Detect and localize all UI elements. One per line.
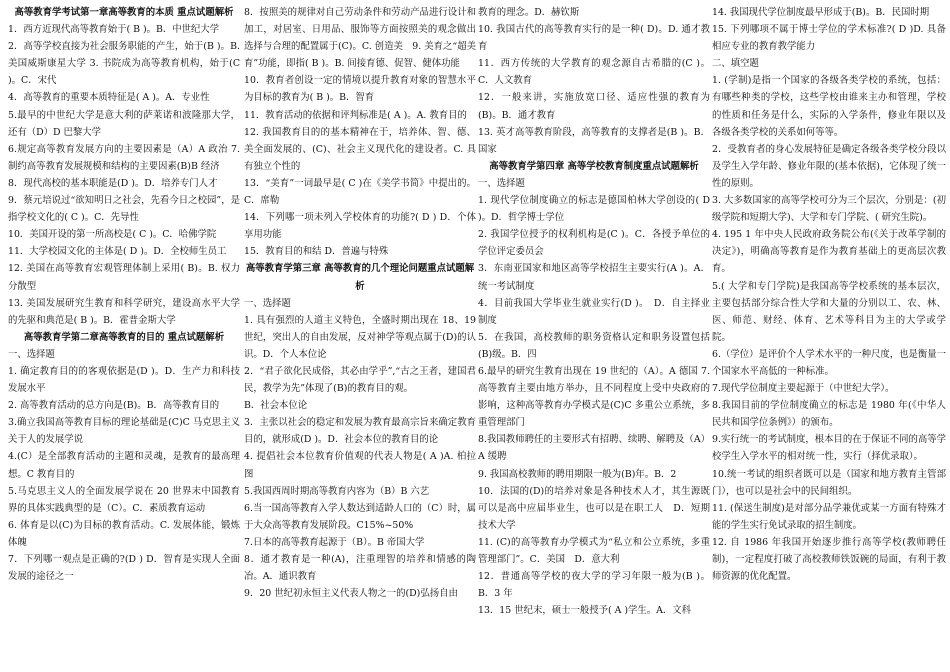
text-line: 6.（学位）是评价个人学术水平的一种尺度，也是衡量一个国家水平高低的一种标准。 — [712, 348, 946, 377]
text-line: 一、选择题 — [244, 297, 291, 309]
text-line: 9．20 世纪初永恒主义代表人物之一的(D)弘扬自由 — [244, 588, 458, 600]
text-line: 10．教育者创设一定的情境以提升教育对象的智慧水平为目标的教育为( B )。B．智育 — [244, 75, 476, 104]
text-line: 13．15 世纪末，硕士一般授予( A )学生。A．文科 — [478, 605, 692, 617]
text-line: 8．通才教育是一种(A)，注重理智的培养和情感的陶冶。A．通识教育 — [244, 554, 476, 583]
text-line: 5.我国西周时期高等教育内容为（B）B 六艺 — [244, 485, 430, 497]
text-line: 11. (C)的高等教育办学模式为“私立和公立系统，多重管理部门”。C．美国 D．意大利 — [478, 536, 710, 565]
text-line: 12. 美国在高等教育宏观管理体制上采用( B)。B. 权力分散型 — [8, 263, 240, 292]
text-line: 4. 提倡社会本位教育价值观的代表人物是( A )A. 柏拉图 — [244, 451, 476, 480]
text-column-1 — [8, 4, 240, 672]
text-line: 1．西方近现代高等教育始于( B )。B．中世纪大学 — [8, 24, 220, 36]
text-line: 一、选择题 — [478, 177, 525, 189]
text-line: B．社会本位论 — [244, 400, 308, 412]
text-line: 6. 体育是以(C)为目标的教育活动。C. 发展体能，锻炼体魄 — [8, 519, 240, 548]
text-line: 教育的理念。D．赫钦斯 — [478, 7, 580, 18]
text-line: 13. 英才高等教育阶段，高等教育的支撑者是(B )。B．国家 — [478, 126, 710, 155]
text-line: 11. (保送生制度)是对部分品学兼优或某一方面有特殊才能的学生实行免试录取的招生制度。 — [712, 502, 946, 531]
text-line: 一、选择题 — [8, 348, 55, 360]
text-line: 10．美国开设的第一所高校是( C )。C．哈佛学院 — [8, 229, 217, 241]
text-line: 12. 我国教育目的的基本精神在于，培养体、智、德、美全面发展的、(C)、社会主义现代化的建设者。C. 具有独立个性的 — [244, 126, 476, 172]
section-heading: 高等教育学考试第一章高等教育的本质 重点试题解析 — [14, 7, 234, 18]
text-line: 14．下列哪一项未列入学校体育的功能?( D ) D．个体享用功能 — [244, 212, 476, 241]
text-line: 4. 195 1 年中央人民政府政务院公布(《关于改革学制的决定》)，明确高等教育是作为教育基础上的更高层次教育。 — [712, 229, 946, 275]
text-line: 12．一般来讲，实施放宽口径、适应性强的教育为(B)。B．通才教育 — [478, 92, 710, 121]
text-line: 5.最早的中世纪大学是意大利的萨莱诺和波隆那大学，还有（D）D 巴黎大学 — [8, 109, 240, 138]
text-line: 2．受教育者的身心发展特征是确定各级各类学校分段以及学生入学年龄、修业年限的(基本依据)，它体现了统一性的原则。 — [712, 143, 946, 189]
text-line: 7.现代学位制度主要起源于（中世纪大学）。 — [712, 383, 895, 395]
text-line: 3. 大多数国家的高等学校可分为三个层次，分别是：(初级学院和短期大学)、大学和专门学院、( 研究生院)。 — [712, 195, 946, 224]
text-line: 1. 具有强烈的人道主义特色，全盛时期出现在 18、19 世纪，突出人的自由发展，反对神学等观点属于(D)的认识。D．个人本位论 — [244, 314, 476, 360]
text-line: 5.( 大学和专门学院)是我国高等学校系统的基本层次，主要包括部分综合性大学和大量的分别以工、农、林、医、师范、财经、体育、艺术等科目为主的大学或学院。 — [712, 280, 946, 343]
section-heading: 高等教育学第四章 高等学校教育制度重点试题解析 — [489, 160, 699, 172]
text-line: 5.马克思主义人的全面发展学说在 20 世界末中国教育界的具体实践典型的是（C）。C．素质教育运动 — [8, 485, 240, 514]
text-line: 8.我国目前的学位制度确立的标志是 1980 年(《中华人民共和国学位条例》）的颁布。 — [712, 400, 946, 429]
text-line: 2．高等学校直接为社会服务职能的产生，始于(B )。B. 美国威斯康星大学 3. 书院成为高等教育机构，始于(C )。C．宋代 — [8, 41, 240, 87]
text-line: 1. 现代学位制度确立的标志是德国柏林大学创设的( D )。D．哲学博士学位 — [478, 195, 710, 224]
text-line: 15. 下列哪项不属于博士学位的学术标准?( D )D. 具备相应专业的教育教学能力 — [712, 24, 946, 53]
text-line: 3.确立我国高等教育目标的理论基础是(C)C 马克思主义关于人的发展学说 — [8, 417, 240, 446]
text-line: 7．下列哪一观点是正确的?(D ) D．智育是实现人全面发展的途径之一 — [8, 554, 240, 583]
text-line: 4.(C）是全部教育活动的主题和灵魂，是教育的最高理想。C 教育目的 — [8, 451, 240, 480]
text-line: 1. 确定教育目的的客观依据是(D )。D．生产力和科技发展水平 — [8, 365, 240, 395]
text-line: 6.最早的研究生教育出现在 19 世纪的（A）。A 德国 7.高等教育主要由地方举办，且不同程度上受中央政府的影响，这种高等教育办学模式是(C)C 多重公立系统，多重管理部门 — [478, 365, 710, 429]
text-column-3 — [478, 4, 710, 672]
text-line: 7.日本的高等教育起源于（B）。B 帝国大学 — [244, 536, 425, 548]
text-line: 10.统一考试的组织者既可以是（国家和地方教育主管部门），也可以是社会中的民间组织。 — [712, 468, 946, 497]
text-line: 12．普通高等学校的夜大学的学习年限一般为(B )。B．3 年 — [478, 571, 710, 600]
text-line: 11．西方传统的大学教育的观念源自古希腊的(C )。C．人文教育 — [478, 58, 710, 87]
text-line: 6.当一国高等教育入学人数达到适龄人口的（C）时，属于大众高等教育发展阶段。C15%~50% — [244, 502, 476, 531]
text-line: 10．法国的(D)的培养对象是各种技术人才，其生源既可以是高中应届毕业生，也可以是在职工人 D．短期技术大学 — [478, 485, 710, 531]
text-column-4 — [712, 4, 946, 672]
text-line: 4．目前我国大学毕业生就业实行(D )。 D．自主择业制度 — [478, 297, 710, 326]
text-line: 12. 自 1986 年我国开始逐步推行高等学校(教师聘任制)，一定程度打破了高校教师铁饭碗的局面，有利于教师资源的优化配置。 — [712, 536, 946, 583]
section-heading: 高等教育学第三章 高等教育的几个理论问题重点试题解析 — [245, 263, 475, 292]
text-line: 8．现代高校的基本职能是(D )。D．培养专门人才 — [8, 177, 218, 189]
section-heading: 高等教育学第二章高等教育的目的 重点试题解析 — [23, 331, 225, 343]
text-line: 9. 我国高校教师的聘用期限一般为(B)年。B．2 — [478, 468, 677, 480]
text-line: 2．“君子欲化民成俗，其必由学乎”,“古之王者，建国君民，教学为先”体现了(B)的教育目的观。 — [244, 365, 476, 395]
text-line: 5．在我国，高校教师的职务资格认定和职务设置包括(B)级。B．四 — [478, 331, 710, 360]
text-line: 14. 我国现代学位制度最早形成于(B)。B．民国时期 — [712, 7, 930, 18]
text-line: 2. 高等教育活动的总方向是(B)。B．高等教育目的 — [8, 400, 220, 412]
text-line: 10. 我国古代的高等教育实行的是一种( D)。D. 通才教育 — [478, 24, 710, 53]
text-column-2 — [244, 4, 476, 672]
text-line: 8．按照美的规律对自己劳动条件和劳动产品进行设计和加工，对居室、日用品、服饰等方面按照美的观念做出选择与合理的配置属于(C)。C. 创造美 9. 美育之“超美育”功能，即指( B )。B. 间接育德、促智、健体功能 — [244, 7, 476, 70]
text-line: 二、填空题 — [712, 58, 759, 70]
text-line: 11．大学校园文化的主体是( D )。D．全校师生员工 — [8, 246, 227, 258]
text-line: 3．东南亚国家和地区高等学校招生主要实行(A )。A．统一考试制度 — [478, 263, 710, 292]
text-line: 15．教育目的和结 D．普遍与特殊 — [244, 246, 389, 258]
text-line: 1. (学制)是指一个国家的各级各类学校的系统，包括：有哪些种类的学校，这些学校由谁来主办和管理，学校的性质和任务是什么，实际的入学条件，修业年限以及各级各类学校的关系如何等等。 — [712, 75, 946, 138]
text-line: 3．主张以社会的稳定和发展为教育最高宗旨来确定教育目的，就形成(D )。D．社会本位的教育目的论 — [244, 417, 476, 446]
text-line: 13．“美育”一词最早是( C )在《美学书简》中提出的。C．席勒 — [244, 177, 476, 207]
text-line: 8.我国教师聘任的主要形式有招聘、续聘、解聘及（A）A 缓聘 — [478, 434, 710, 463]
text-line: 13. 美国发展研究生教育和科学研究，建设高水平大学的先驱和典范是( B )。B．霍普金斯大学 — [8, 297, 240, 326]
text-line: 2. 我国学位授予的权利机构是(C )。C．各授予单位的学位评定委员会 — [478, 229, 710, 258]
text-line: 9．蔡元培说过“欲知明日之社会，先看今日之校园”，是指学校文化的( C )。C．先导性 — [8, 195, 240, 224]
text-line: 9.实行统一的考试制度，根本目的在于保证不同的高等学校学生入学水平的相对统一性，实行（择优录取）。 — [712, 434, 946, 463]
text-line: 11．教育活动的依据和评判标准是( A )。A. 教育目的 — [244, 109, 467, 121]
text-line: 4．高等教育的重要本质特征是( A )。A．专业性 — [8, 92, 210, 104]
text-line: 6.规定高等教育发展方向的主要因素是（A）A 政治 7.制约高等教育发展规模和结构的主要因素(B)B 经济 — [8, 143, 240, 172]
